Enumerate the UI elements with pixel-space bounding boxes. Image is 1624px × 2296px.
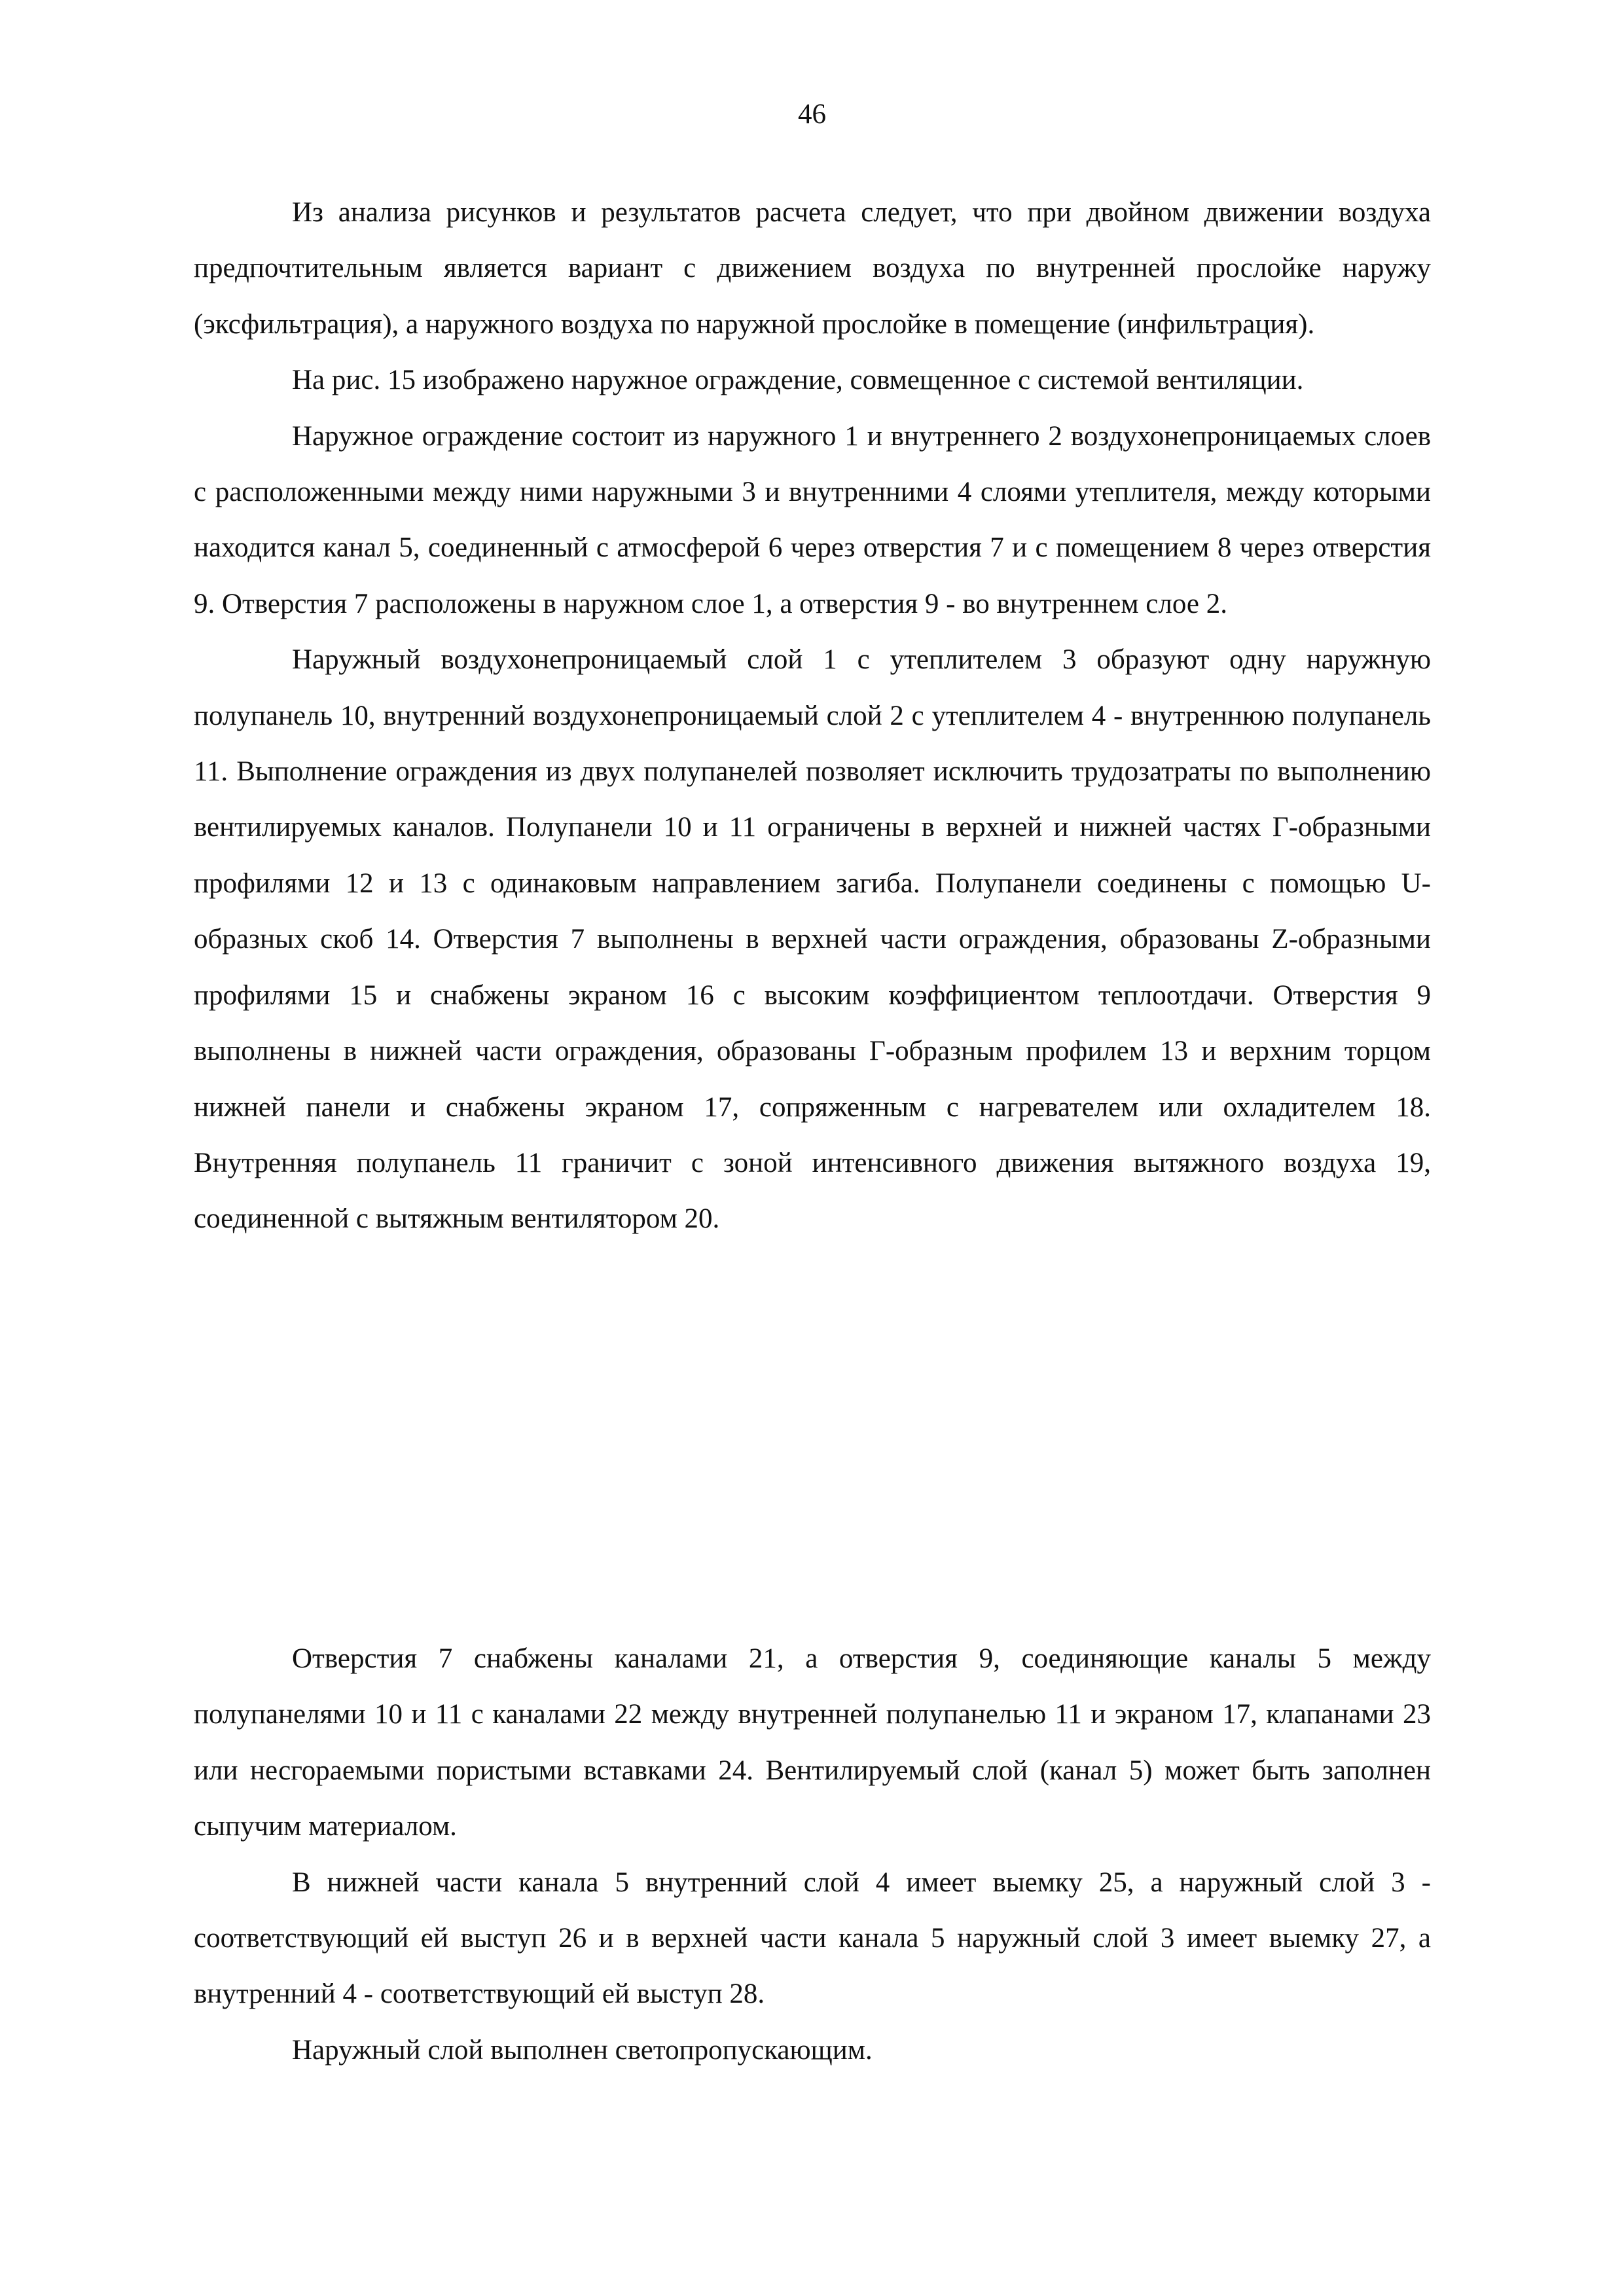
- page-number: 46: [798, 99, 826, 130]
- paragraph-figure-reference: На рис. 15 изображено наружное ограждение, совмещенное с системой вентиляции.: [292, 365, 1304, 396]
- paragraph-enclosure-structure: Наружное ограждение состоит из наружного 1 и внутреннего 2 воздухонепроницаемых слоев с расположенными между ними наружными 3 и внутренними 4 слоями утеплителя, между которыми находится канал 5, соединенный с атмосферой 6 через отверстия 7 и с помещением 8 через отверстия 9. Отверстия 7 расположены в наружном слое 1, а отверстия 9 - во внутреннем слое 2.: [194, 420, 1431, 619]
- paragraph-openings-channels: Отверстия 7 снабжены каналами 21, а отверстия 9, соединяющие каналы 5 между полупанелями 10 и 11 с каналами 22 между внутренней полупанелью 11 и экраном 17, клапанами 23 или несгораемыми пористыми вставками 24. Вентилируемый слой (канал 5) может быть заполнен сыпучим материалом.: [194, 1643, 1431, 1842]
- text-block-upper: [194, 185, 1431, 1247]
- text-block-lower: [194, 1631, 1431, 2078]
- paragraph-analysis-conclusion: Из анализа рисунков и результатов расчета следует, что при двойном движении воздуха предпочтительным является вариант с движением воздуха по внутренней прослойке наружу (эксфильтрация), а наружного воздуха по наружной прослойке в помещение (инфильтрация).: [194, 197, 1431, 340]
- paragraph-translucent-layer: Наружный слой выполнен светопропускающим.: [292, 2034, 873, 2066]
- paragraph-recesses-protrusions: В нижней части канала 5 внутренний слой 4 имеет выемку 25, а наружный слой 3 - соответствующий ей выступ 26 и в верхней части канала 5 наружный слой 3 имеет выемку 27, а внутренний 4 - соответствующий ей выступ 28.: [194, 1867, 1431, 2010]
- paragraph-half-panels: Наружный воздухонепроницаемый слой 1 с утеплителем 3 образуют одну наружную полупанель 10, внутренний воздухонепроницаемый слой 2 с утеплителем 4 - внутреннюю полупанель 11. Выполнение ограждения из двух полупанелей позволяет исключить трудозатраты по выполнению вентилируемых каналов. Полупанели 10 и 11 ограничены в верхней и нижней частях Г-образными профилями 12 и 13 с одинаковым направлением загиба. Полупанели соединены с помощью U-образных скоб 14. Отверстия 7 выполнены в верхней части ограждения, образованы Z-образными профилями 15 и снабжены экраном 16 с высоким коэффициентом теплоотдачи. Отверстия 9 выполнены в нижней части ограждения, образованы Г-образным профилем 13 и верхним торцом нижней панели и снабжены экраном 17, сопряженным с нагревателем или охладителем 18. Внутренняя полупанель 11 граничит с зоной интенсивного движения вытяжного воздуха 19, соединенной с вытяжным вентилятором 20.: [194, 644, 1431, 1235]
